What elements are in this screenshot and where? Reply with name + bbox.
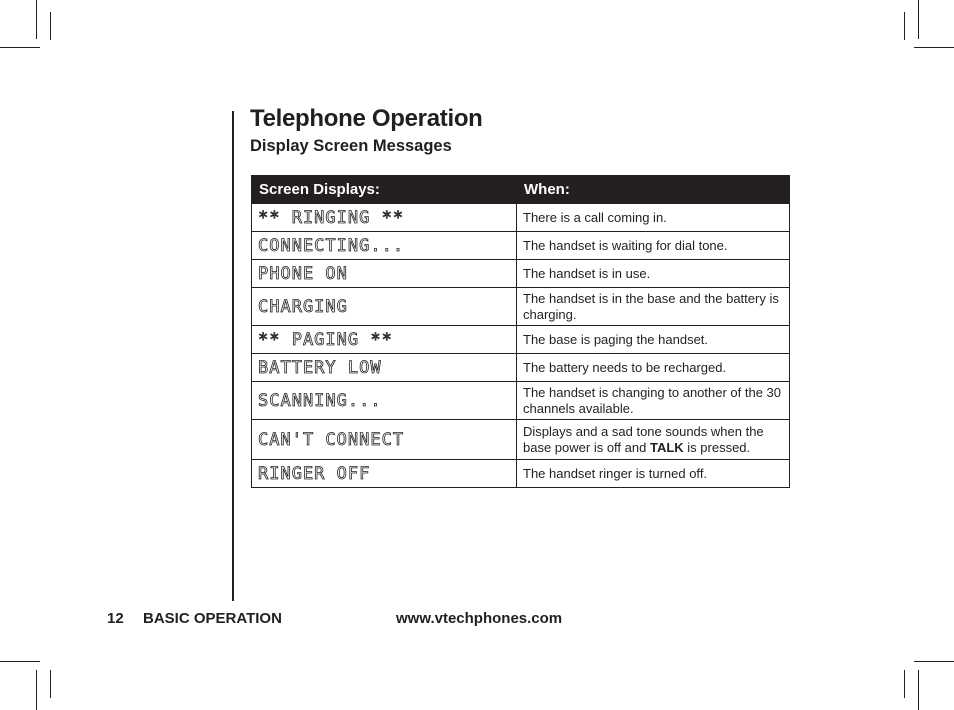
screen-message: ** PAGING ** <box>252 326 517 354</box>
message-description: The battery needs to be recharged. <box>517 354 790 382</box>
message-description: The handset is changing to another of the 30 channels available. <box>517 382 790 420</box>
footer-website: www.vtechphones.com <box>396 610 563 627</box>
table-row <box>252 420 790 460</box>
screen-message: CAN'T CONNECT <box>252 420 517 460</box>
screen-message: ** RINGING ** <box>252 204 517 232</box>
message-description: The handset is in the base and the battery is charging. <box>517 288 790 326</box>
crop-mark <box>904 670 905 698</box>
screen-message: PHONE ON <box>252 260 517 288</box>
display-messages-table <box>251 175 790 488</box>
crop-mark <box>36 0 37 39</box>
crop-mark <box>0 47 40 48</box>
screen-message: BATTERY LOW <box>252 354 517 382</box>
crop-mark <box>50 12 51 40</box>
table-row <box>252 354 790 382</box>
table-row <box>252 288 790 326</box>
description-text-tail: is pressed. <box>683 439 751 455</box>
margin-rule <box>232 111 234 601</box>
column-header-when: When: <box>517 176 790 204</box>
table-row <box>252 260 790 288</box>
table-row <box>252 382 790 420</box>
footer-section-name: BASIC OPERATION <box>143 610 282 627</box>
table-row <box>252 326 790 354</box>
crop-mark <box>0 661 40 662</box>
table-row <box>252 232 790 260</box>
crop-mark <box>904 12 905 40</box>
screen-message: CHARGING <box>252 288 517 326</box>
table-row <box>252 204 790 232</box>
message-description: The base is paging the handset. <box>517 326 790 354</box>
crop-mark <box>36 670 37 710</box>
page-title: Telephone Operation <box>250 105 483 132</box>
screen-message: RINGER OFF <box>252 460 517 488</box>
crop-mark <box>918 670 919 710</box>
table-header-row <box>252 176 790 204</box>
page-number: 12 <box>107 610 124 627</box>
crop-mark <box>50 670 51 698</box>
table-row <box>252 460 790 488</box>
message-description <box>517 420 790 460</box>
screen-message: SCANNING... <box>252 382 517 420</box>
message-description: The handset is in use. <box>517 260 790 288</box>
screen-message: CONNECTING... <box>252 232 517 260</box>
crop-mark <box>914 661 954 662</box>
crop-mark <box>914 47 954 48</box>
message-description: There is a call coming in. <box>517 204 790 232</box>
message-description: The handset ringer is turned off. <box>517 460 790 488</box>
talk-key-label: TALK <box>649 439 684 455</box>
description-text: Displays and a sad tone sounds when the base power is off and <box>523 423 764 455</box>
crop-mark <box>918 0 919 39</box>
column-header-screen: Screen Displays: <box>252 176 517 204</box>
message-description: The handset is waiting for dial tone. <box>517 232 790 260</box>
section-subtitle: Display Screen Messages <box>250 137 452 155</box>
